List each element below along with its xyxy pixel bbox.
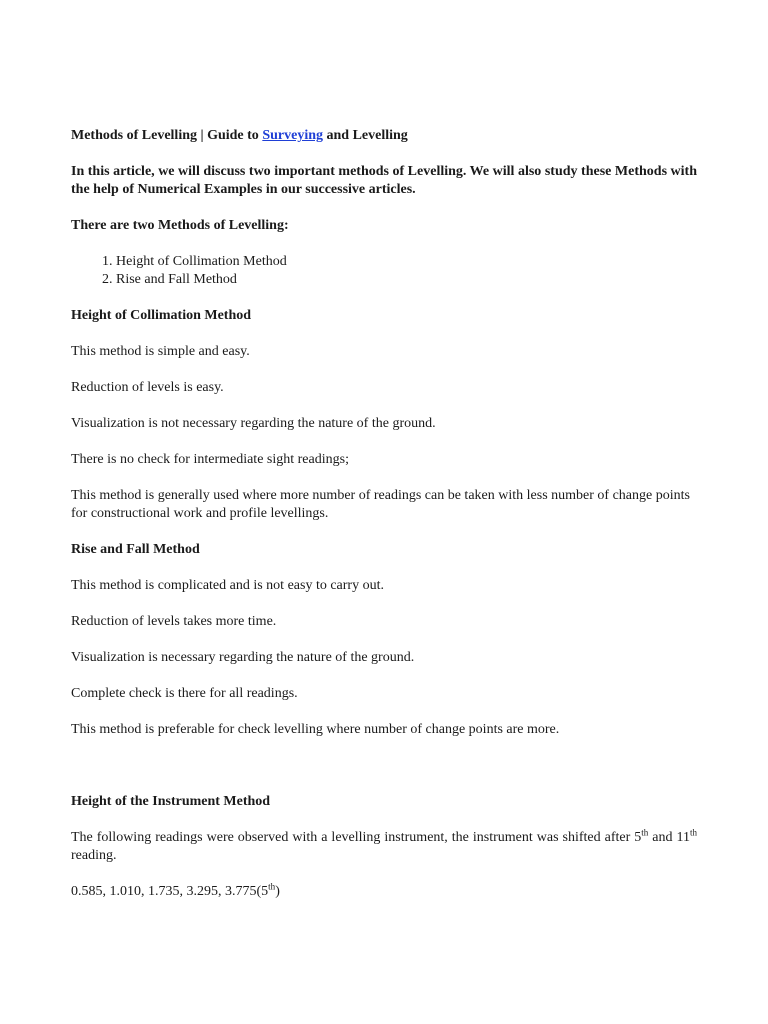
readings-values: 0.585, 1.010, 1.735, 3.295, 3.775(5	[71, 884, 269, 899]
collimation-point: This method is generally used where more number of readings can be taken with less number of change points for constructional work and profile levellings.	[71, 488, 690, 521]
rise-fall-point: Visualization is necessary regarding the nature of the ground.	[71, 650, 415, 665]
collimation-point: This method is simple and easy.	[71, 344, 250, 359]
collimation-point: Reduction of levels is easy.	[71, 380, 224, 395]
methods-heading: There are two Methods of Levelling:	[71, 218, 289, 233]
instrument-paragraph	[71, 829, 697, 865]
title-text-after: and Levelling	[323, 128, 408, 143]
list-item: 1. Height of Collimation Method	[116, 253, 697, 271]
title-text-before: Methods of Levelling | Guide to	[71, 128, 263, 143]
rise-fall-point: This method is complicated and is not easy to carry out.	[71, 578, 384, 593]
ordinal-suffix: th	[641, 827, 649, 838]
rise-fall-point: Complete check is there for all readings.	[71, 686, 298, 701]
list-item: 2. Rise and Fall Method	[116, 271, 697, 289]
instrument-heading: Height of the Instrument Method	[71, 794, 271, 809]
methods-list	[71, 253, 697, 289]
collimation-heading: Height of Collimation Method	[71, 308, 252, 323]
instrument-text: reading.	[71, 848, 117, 863]
collimation-point: There is no check for intermediate sight readings;	[71, 452, 349, 467]
document-title	[71, 127, 697, 145]
readings-close: )	[275, 884, 280, 899]
instrument-text: and 11	[648, 830, 690, 845]
surveying-link[interactable]: Surveying	[262, 128, 323, 143]
ordinal-suffix: th	[268, 881, 276, 892]
readings-line	[71, 883, 697, 901]
document-page	[71, 127, 697, 919]
collimation-point: Visualization is not necessary regarding the nature of the ground.	[71, 416, 436, 431]
rise-fall-point: Reduction of levels takes more time.	[71, 614, 277, 629]
intro-paragraph: In this article, we will discuss two important methods of Levelling. We will also study these Methods with the help of Numerical Examples in our successive articles.	[71, 164, 697, 197]
blank-line	[71, 757, 697, 793]
ordinal-suffix: th	[689, 827, 697, 838]
rise-fall-point: This method is preferable for check levelling where number of change points are more.	[71, 722, 560, 737]
rise-fall-heading: Rise and Fall Method	[71, 542, 200, 557]
instrument-text: The following readings were observed with a levelling instrument, the instrument was shifted after 5	[71, 830, 642, 845]
